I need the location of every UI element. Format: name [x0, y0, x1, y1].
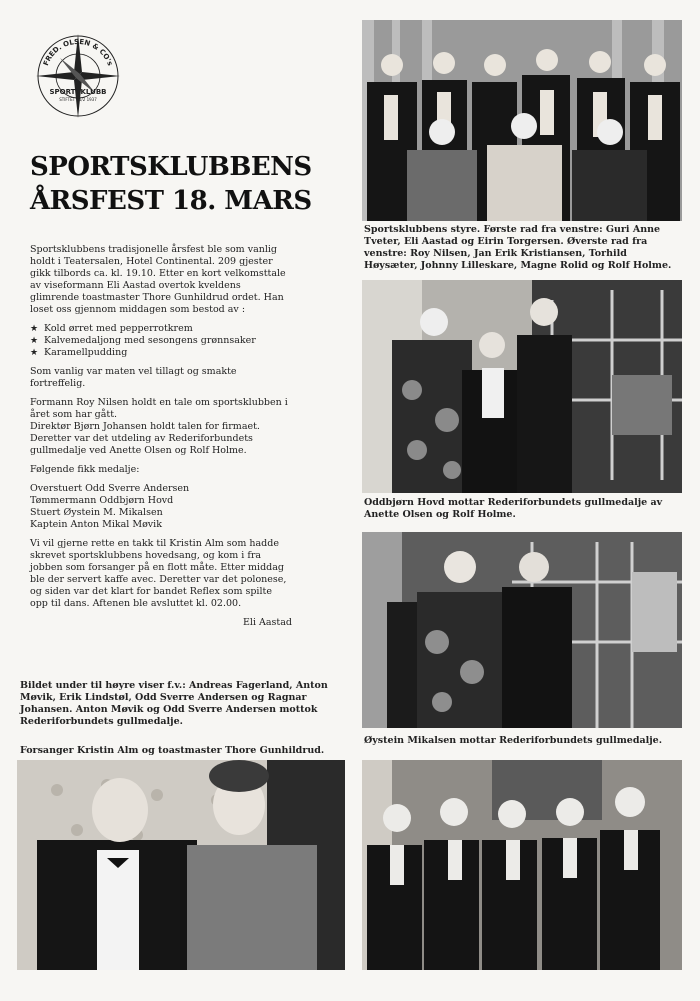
- caption-mikalsen-photo: Øystein Mikalsen mottar Rederiforbundets gullmedalje.: [364, 735, 663, 746]
- sportsklubb-logo: [30, 28, 126, 124]
- logo-founded-text: STIFTET 15/2 1937: [59, 97, 97, 102]
- article-speeches-paragraph: Formann Roy Nilsen holdt en tale om sportsklubben i året som har gått. Direktør Bjørn Johansen holdt talen for firmaet. Deretter var det utdeling av Rederiforbundets gullmedalje ved Anette Olsen og Rolf Holme.: [30, 397, 288, 456]
- article-food-paragraph: Som vanlig var maten vel tillagt og smakte fortreffelig.: [30, 366, 237, 389]
- medalist-item: Tømmermann Oddbjørn Hovd: [30, 495, 174, 506]
- title-line-1: SPORTSKLUBBENS: [30, 152, 312, 182]
- article-body: [30, 244, 292, 629]
- menu-item: ★ Kold ørret med pepperrotkrem: [30, 323, 292, 335]
- board-group-photo: [362, 20, 682, 221]
- article-thanks-paragraph: Vi vil gjerne rette en takk til Kristin Alm som hadde skrevet sportsklubbens hovedsang, og kom i fra jobben som forsanger på en flott måte. Etter middag ble der servert kaffe avec. Deretter var det polonese, og siden var det klart for bandet Reflex som spilte opp til dans. Aftenen ble avsluttet kl. 02.00.: [30, 538, 287, 609]
- article-signature: Eli Aastad: [243, 617, 292, 628]
- title-line-2: ÅRSFEST 18. MARS: [30, 186, 312, 216]
- mikalsen-medal-photo: [362, 532, 682, 728]
- article-intro: Sportsklubbens tradisjonelle årsfest ble som vanlig holdt i Teatersalen, Hotel Continental. 209 gjester gikk tilbords ca. kl. 19.10. Etter en kort velkomsttale av viseformann Eli Aastad overtok kveldens glimrende toastmaster Thore Gunhildrud ordet. Han loset oss gjennom middagen som bestod av :: [30, 244, 286, 315]
- article-medal-intro: Følgende fikk medalje:: [30, 464, 140, 475]
- medalist-item: Kaptein Anton Mikal Møvik: [30, 519, 162, 530]
- alm-gunhildrud-photo: [17, 760, 345, 970]
- medalist-item: Overstuert Odd Sverre Andersen: [30, 483, 190, 494]
- caption-bottom-left-photo: Forsanger Kristin Alm og toastmaster Thore Gunhildrud.: [20, 745, 325, 756]
- caption-bottom-right-note: Bildet under til høyre viser f.v.: Andreas Fagerland, Anton Møvik, Erik Lindstøl, Odd Sverre Andersen og Ragnar Johansen. Anton Møvik og Odd Sverre Andersen mottok Rederiforbundets gullmedalje.: [20, 680, 328, 727]
- caption-board-photo: Sportsklubbens styre. Første rad fra venstre: Guri Anne Tveter, Eli Aastad og Eirin Torgersen. Øverste rad fra venstre: Roy Nilsen, Jan Erik Kristiansen, Torhild Høysæter, Johnny Lilleskare, Magne Rolid og Rolf Holme.: [364, 224, 672, 271]
- menu-item: ★ Kalvemedaljong med sesongens grønnsaker: [30, 335, 292, 347]
- medal-recipients-group-photo: [362, 760, 682, 970]
- hovd-medal-photo: [362, 280, 682, 493]
- logo-bottom-text: SPORTSKLUBB: [49, 88, 107, 96]
- medalist-list: [30, 483, 292, 531]
- menu-item: ★ Karamellpudding: [30, 347, 292, 359]
- caption-hovd-photo: Oddbjørn Hovd mottar Rederiforbundets gullmedalje av Anette Olsen og Rolf Holme.: [364, 497, 663, 520]
- article-title: [30, 150, 340, 218]
- logo-top-text: FRED. OLSEN & CO's: [41, 37, 115, 67]
- medalist-item: Stuert Øystein M. Mikalsen: [30, 507, 163, 518]
- dinner-menu: [30, 323, 292, 359]
